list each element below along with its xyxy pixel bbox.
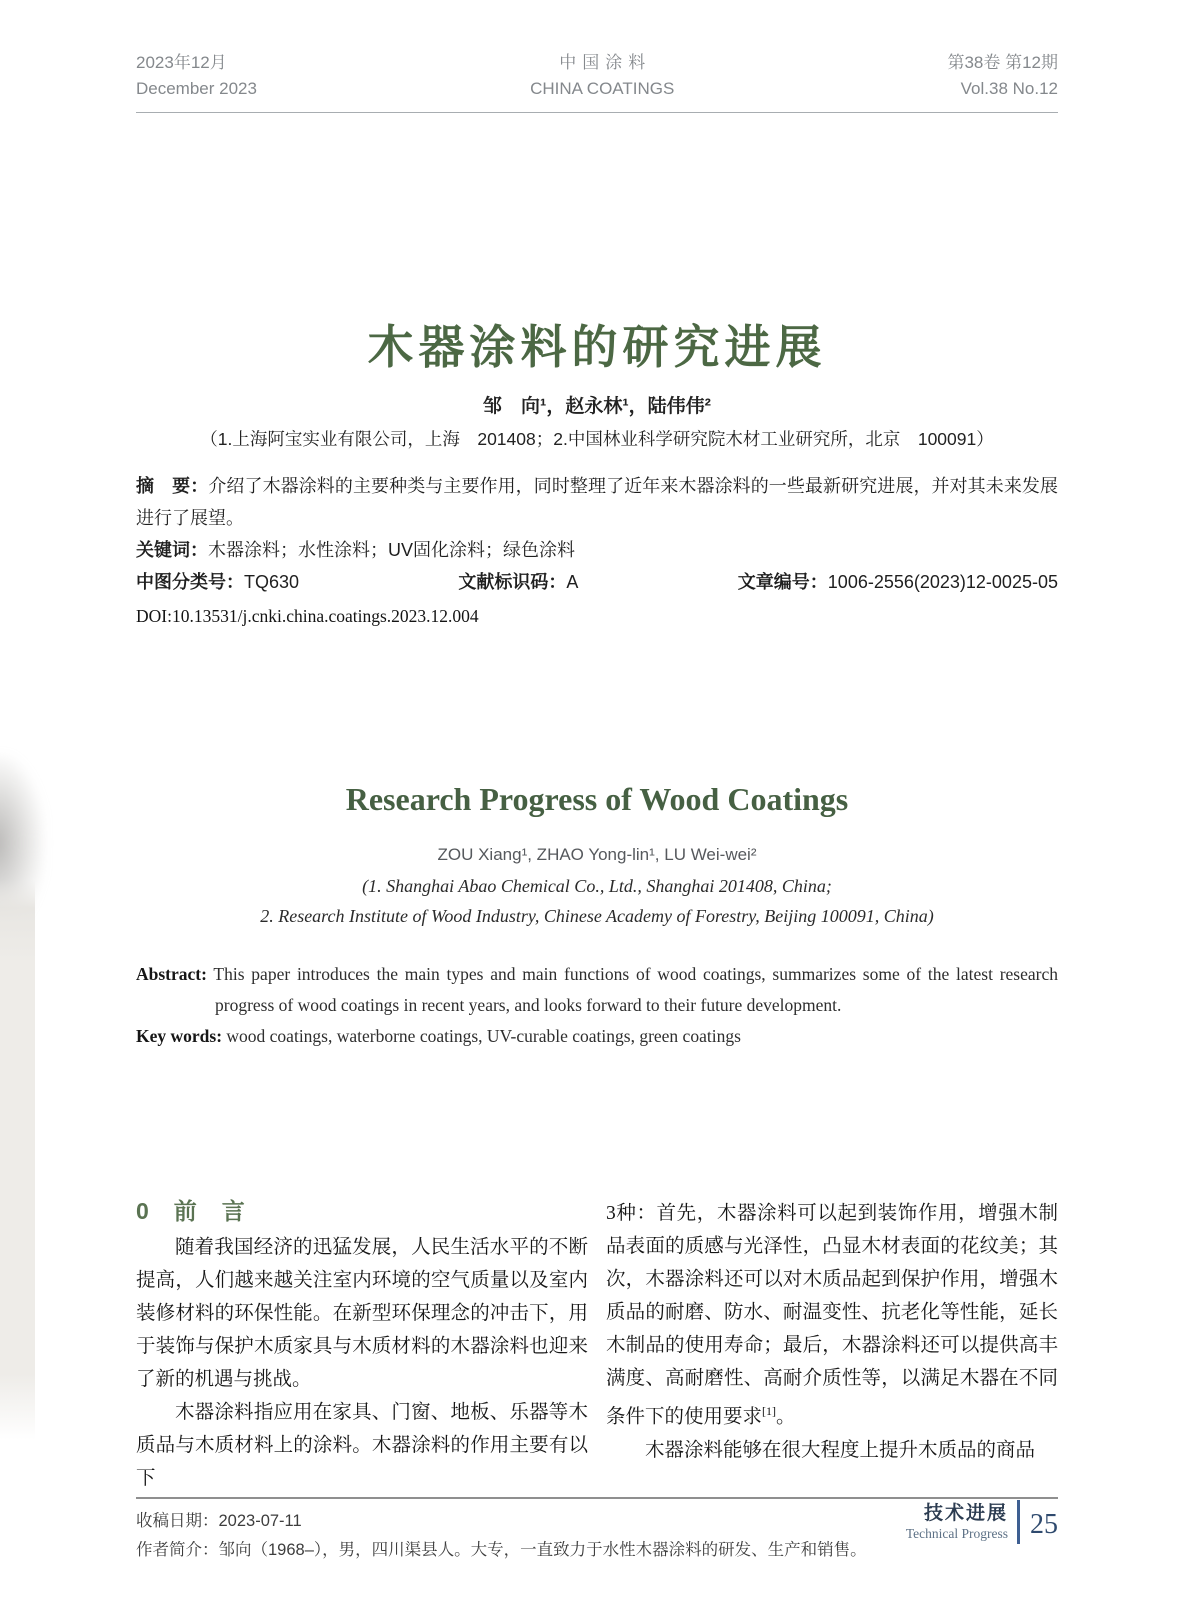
header-issue-date: [136, 50, 257, 102]
footer-section-cn: 技术进展: [923, 1502, 1008, 1524]
clc-value: TQ630: [244, 572, 300, 592]
keywords-text-en: wood coatings, waterborne coatings, UV-curable coatings, green coatings: [226, 1026, 741, 1046]
body-paragraph-2: 木器涂料指应用在家具、门窗、地板、乐器等木质品与木质材料上的涂料。木器涂料的作用主要有以下: [136, 1402, 588, 1489]
abstract-cn: [136, 470, 1058, 534]
article-body: [136, 1197, 1058, 1495]
document-code-label: 文献标识码：: [458, 572, 567, 592]
classification-row: [136, 566, 1058, 598]
clc-number: [136, 566, 299, 598]
abstract-block-en: [136, 959, 1058, 1052]
article-title-en: Research Progress of Wood Coatings: [345, 781, 849, 817]
volume-issue-cn: 第38卷 第12期: [947, 53, 1058, 72]
keywords-cn: [136, 534, 1058, 566]
footer-section-name: [906, 1503, 1017, 1542]
document-code-value: A: [566, 572, 579, 592]
doi: DOI:10.13531/j.cnki.china.coatings.2023.12.004: [136, 606, 479, 626]
journal-name-cn: 中国涂料: [559, 53, 652, 72]
keywords-label-en: Key words:: [136, 1026, 223, 1046]
affiliation-en-line1: (1. Shanghai Abao Chemical Co., Ltd., Shanghai 201408, China;: [362, 876, 832, 896]
abstract-text-en: This paper introduces the main types and main functions of wood coatings, summarizes some of the latest research progress of wood coatings in recent years, and looks forward to their future development.: [213, 964, 1058, 1015]
volume-issue-en: Vol.38 No.12: [960, 79, 1058, 98]
journal-name-en: CHINA COATINGS: [530, 79, 675, 98]
affiliation-en-line2: 2. Research Institute of Wood Industry, Chinese Academy of Forestry, Beijing 100091, China): [260, 906, 934, 926]
abstract-text-cn: 介绍了木器涂料的主要种类与主要作用，同时整理了近年来木器涂料的一些最新研究进展，并对其未来发展进行了展望。: [136, 476, 1059, 528]
citation-ref-1: [1]: [762, 1404, 777, 1418]
article-id: [738, 566, 1058, 598]
body-paragraph-1: 随着我国经济的迅猛发展，人民生活水平的不断提高，人们越来越关注室内环境的空气质量以及室内装修材料的环保性能。在新型环保理念的冲击下，用于装饰与保护木质家具与木质材料的木器涂料也迎来了新的机遇与挑战。: [136, 1237, 588, 1390]
received-date-value: 2023-07-11: [218, 1512, 302, 1530]
body-paragraph-4: 木器涂料能够在很大程度上提升木质品的商品: [645, 1439, 1036, 1461]
authors-en: ZOU Xiang¹, ZHAO Yong-lin¹, LU Wei-wei²: [437, 845, 757, 864]
body-paragraph-3: [606, 1197, 1058, 1434]
affiliations-cn: （1.上海阿宝实业有限公司，上海 201408；2.中国林业科学研究院木材工业研究所，北京 100091）: [200, 429, 994, 449]
page-number: 25: [1030, 1509, 1058, 1540]
issue-date-cn: 2023年12月: [136, 53, 227, 72]
article-id-label: 文章编号：: [737, 572, 828, 592]
document-code: [458, 566, 578, 598]
page-content: [0, 50, 1187, 1565]
abstract-label-en: Abstract:: [136, 964, 207, 984]
clc-label: 中图分类号：: [136, 572, 244, 592]
authors-cn: 邹 向¹，赵永林¹，陆伟伟²: [483, 396, 711, 417]
header-volume-issue: [947, 50, 1058, 102]
author-bio-label: 作者简介：: [136, 1541, 219, 1559]
article-title-cn: 木器涂料的研究进展: [367, 321, 827, 373]
body-paragraph-3-text: 3种：首先，木器涂料可以起到装饰作用，增强木制品表面的质感与光泽性，凸显木材表面的花纹美；其次，木器涂料还可以对木质品起到保护作用，增强木质品的耐磨、防水、耐温变性、抗老化等性能，延长木制品的使用寿命；最后，木器涂料还可以提供高丰满度、高耐磨性、高耐介质性等，以满足木器在不同条件下的使用要求: [606, 1203, 1058, 1428]
abstract-meta-block-cn: [136, 470, 1058, 632]
author-bio-text: 邹向（1968–），男，四川渠县人。大专，一直致力于水性木器涂料的研发、生产和销售。: [218, 1541, 867, 1559]
article-id-value: 1006-2556(2023)12-0025-05: [827, 572, 1058, 592]
abstract-en: [136, 959, 1058, 1021]
section-heading-introduction: 0 前 言: [136, 1198, 246, 1224]
header-journal-name: [530, 50, 674, 102]
received-date-label: 收稿日期：: [136, 1512, 219, 1530]
abstract-label-cn: 摘 要：: [136, 476, 209, 496]
footer-section-en: Technical Progress: [905, 1525, 1008, 1541]
issue-date-en: December 2023: [136, 79, 257, 98]
body-column-right: [606, 1197, 1058, 1495]
body-column-left: [136, 1197, 588, 1495]
keywords-label-cn: 关键词：: [136, 540, 208, 560]
keywords-en: [136, 1021, 1058, 1052]
keywords-text-cn: 木器涂料；水性涂料；UV固化涂料；绿色涂料: [208, 540, 576, 560]
page-footer: [906, 1500, 1058, 1544]
journal-header: [136, 50, 1058, 113]
body-paragraph-3-end: 。: [776, 1406, 796, 1428]
